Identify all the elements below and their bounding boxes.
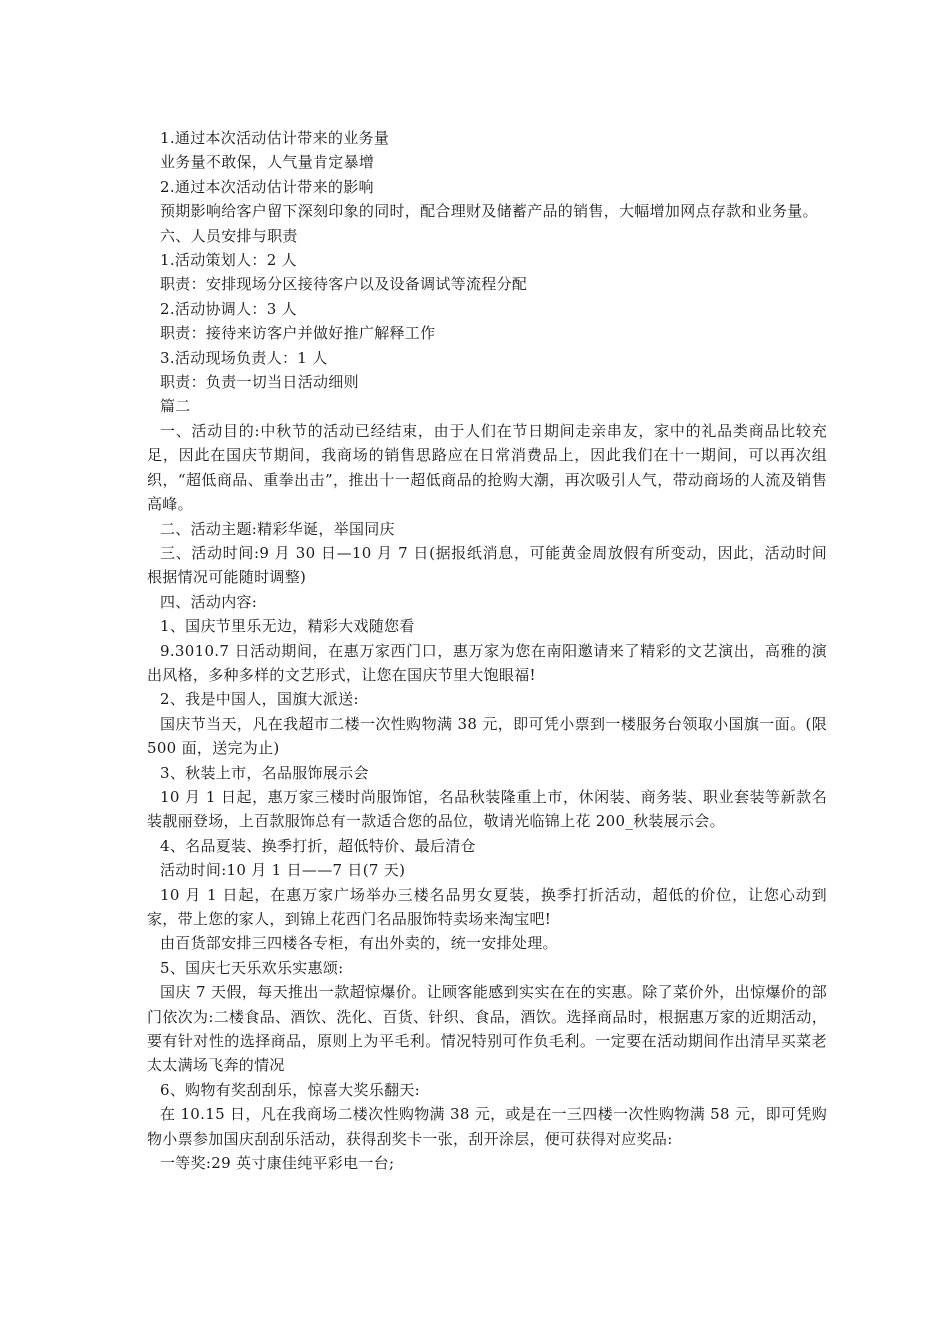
paragraph: 5、国庆七天乐欢乐实惠颂: (160, 958, 344, 977)
paragraph: 10 月 1 日起，在惠万家广场举办三楼名品男女夏装，换季打折活动，超低的价位，让您心动到家，带上您的家人，到锦上花西门名品服饰特卖场来淘宝吧! (147, 885, 827, 928)
paragraph: 9.3010.7 日活动期间，在惠万家西门口，惠万家为您在南阳邀请来了精彩的文艺演出，高雅的演出风格，多种多样的文艺形式，让您在国庆节里大饱眼福! (147, 641, 827, 684)
paragraph: 3、秋装上市，名品服饰展示会 (160, 763, 369, 782)
paragraph: 2、我是中国人，国旗大派送: (160, 690, 359, 709)
paragraph: 1、国庆节里乐无边，精彩大戏随您看 (160, 617, 415, 636)
paragraph: 二、活动主题:精彩华诞，举国同庆 (160, 519, 395, 538)
document-body (147, 126, 827, 1175)
paragraph: 2.活动协调人：3 人 (160, 299, 297, 318)
paragraph: 职责：安排现场分区接待客户以及设备调试等流程分配 (160, 275, 528, 294)
paragraph: 6、购物有奖刮刮乐，惊喜大奖乐翻天: (160, 1080, 420, 1099)
paragraph: 国庆节当天，凡在我超市二楼一次性购物满 38 元，即可凭小票到一楼服务台领取小国旗一面。(限 500 面，送完为止) (147, 714, 827, 758)
section-heading: 四、活动内容: (160, 592, 258, 611)
paragraph: 活动时间:10 月 1 日——7 日(7 天) (160, 861, 406, 880)
section-heading: 六、人员安排与职责 (160, 226, 298, 245)
paragraph: 一等奖:29 英寸康佳纯平彩电一台; (160, 1154, 395, 1173)
paragraph: 一、活动目的:中秋节的活动已经结束，由于人们在节日期间走亲串友，家中的礼品类商品比较充足，因此在国庆节期间，我商场的销售思路应在日常消费品上，因此我们在十一期间，可以再次组织，“超低商品、重拳出击”，推出十一超低商品的抢购大潮，再次吸引人气，带动商场的人流及销售高峰。 (147, 421, 827, 514)
section-heading: 篇二 (160, 397, 191, 416)
paragraph: 4、名品夏装、换季打折，超低特价、最后清仓 (160, 836, 476, 855)
paragraph: 职责：接待来访客户并做好推广解释工作 (160, 324, 436, 343)
paragraph: 10 月 1 日起，惠万家三楼时尚服饰馆，名品秋装隆重上市，休闲装、商务装、职业套装等新款名装靓丽登场，上百款服饰总有一款适合您的品位，敬请光临锦上花 200_秋装展示会。 (147, 787, 827, 831)
paragraph: 在 10.15 日，凡在我商场二楼次性购物满 38 元，或是在一三四楼一次性购物满 58 元，即可凭购物小票参加国庆刮刮乐活动，获得刮奖卡一张，刮开涂层，便可获得对应奖品: (147, 1105, 827, 1148)
paragraph: 预期影响给客户留下深刻印象的同时，配合理财及储蓄产品的销售，大幅增加网点存款和业务量。 (160, 202, 818, 221)
paragraph: 2.通过本次活动估计带来的影响 (160, 177, 374, 196)
paragraph: 1.通过本次活动估计带来的业务量 (160, 129, 390, 147)
paragraph: 3.活动现场负责人：1 人 (160, 348, 328, 367)
paragraph: 业务量不敢保，人气量肯定暴增 (160, 153, 375, 172)
paragraph: 1.活动策划人：2 人 (160, 251, 297, 270)
paragraph: 由百货部安排三四楼各专柜，有出外卖的，统一安排处理。 (160, 934, 558, 953)
paragraph: 三、活动时间:9 月 30 日—10 月 7 日(据报纸消息，可能黄金周放假有所变动，因此，活动时间根据情况可能随时调整) (147, 543, 827, 587)
paragraph: 职责：负责一切当日活动细则 (160, 373, 359, 392)
paragraph: 国庆 7 天假，每天推出一款超惊爆价。让顾客能感到实实在在的实惠。除了菜价外，出惊爆价的部门依次为:二楼食品、酒饮、洗化、百货、针织、食品，酒饮。选择商品时，根据惠万家的近期活动，要有针对性的选择商品，原则上为平毛利。情况特别可作负毛利。一定要在活动期间作出清早买菜老太太满场飞奔的情况 (147, 983, 827, 1075)
